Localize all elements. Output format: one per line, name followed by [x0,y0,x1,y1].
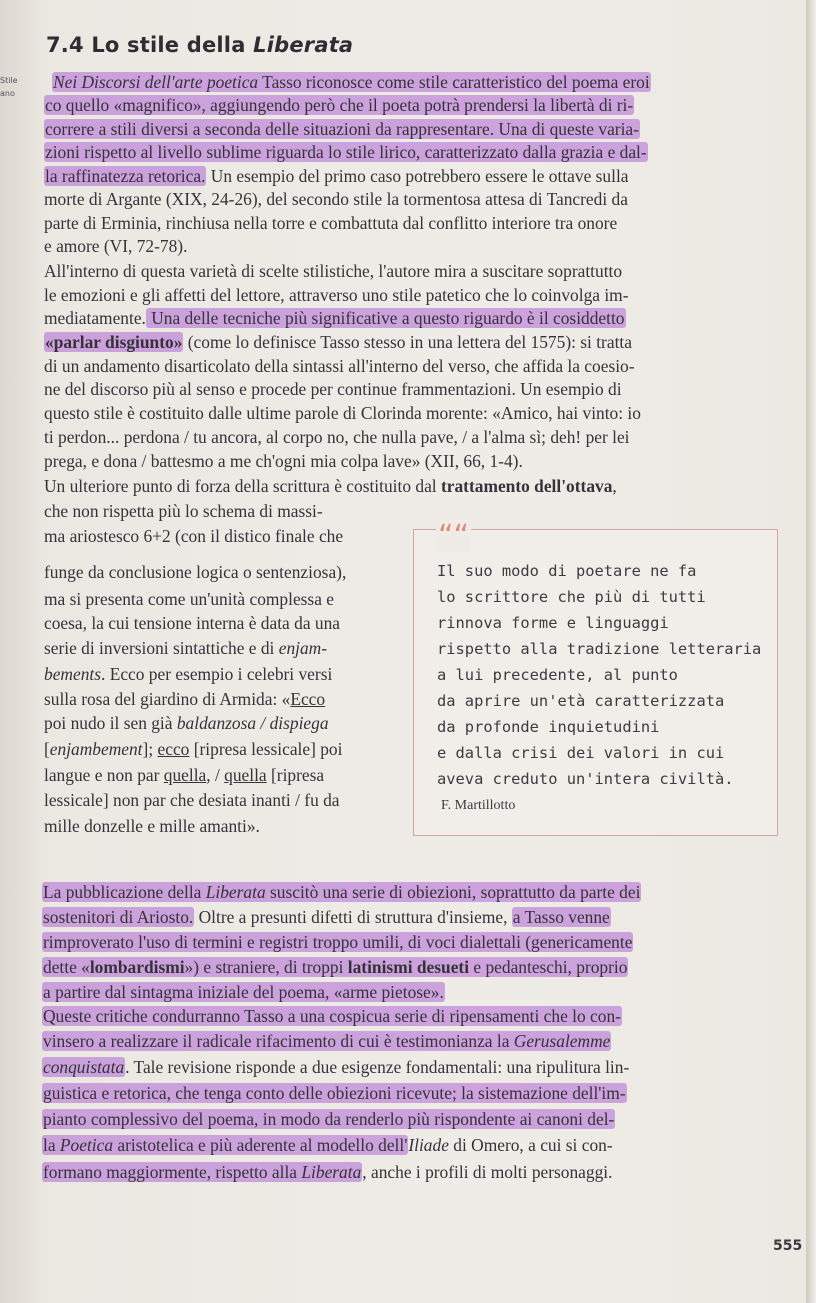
text-line: ne del discorso più al senso e procede per continue frammentazioni. Un esempio di [44,379,622,399]
text-line: All'interno di questa varietà di scelte stilistiche, l'autore mira a suscitare soprattutto [44,261,623,281]
text-line: le emozioni e gli affetti del lettore, attraverso uno stile patetico che lo coinvolga im- [44,285,629,305]
text-line: che non rispetta più lo schema di massi- [44,501,323,521]
text-line: mille donzelle e mille amanti». [44,816,260,836]
text-line: la raffinatezza retorica. Un esempio del primo caso potrebbero essere le ottave sulla [45,166,629,186]
text-line: langue e non par quella, / quella [ripresa [44,765,325,785]
text-line: zioni rispetto al livello sublime riguarda lo stile lirico, caratterizzato dalla grazia e dal- [45,142,647,162]
margin-note-line: ano [0,89,15,98]
text-line: lessicale] non par che desiata inanti / fu da [44,790,340,810]
section-number: 7.4 [46,33,84,57]
text-line: di un andamento disarticolato della sintassi all'interno del verso, che affida la coesio- [44,356,635,376]
text-line: ma ariostesco 6+2 (con il distico finale che [44,526,344,546]
text-line: formano maggiormente, rispetto alla Liberata, anche i profili di molti personaggi. [43,1162,613,1182]
quote-line: rinnova forme e linguaggi [437,614,669,632]
text-line: sostenitori di Ariosto. Oltre a presunti difetti di struttura d'insieme, a Tasso venne [43,907,610,927]
text-line: rimproverato l'uso di termini e registri troppo umili, di voci dialettali (genericamente [43,932,633,952]
text-line: coesa, la cui tensione interna è data da una [44,613,340,633]
text-line: e amore (VI, 72-78). [44,236,188,256]
text-line: Nei Discorsi dell'arte poetica Tasso riconosce come stile caratteristico del poema eroi [53,72,650,92]
text-line: parte di Erminia, rinchiusa nella torre e combattuta dal conflitto interiore tra onore [44,213,618,233]
quote-author: F. Martillotto [441,798,516,813]
quote-line: aveva creduto un'intera civiltà. [437,770,734,788]
text-line: sulla rosa del giardino di Armida: «Ecco [44,689,326,709]
margin-note [0,74,30,100]
section-title: Lo stile della [91,33,246,57]
text-line: serie di inversioni sintattiche e di enjam- [44,638,328,658]
quote-line: e dalla crisi dei valori in cui [437,744,725,762]
text-line: dette «lombardismi») e straniere, di troppi latinismi desueti e pedanteschi, proprio [43,957,628,977]
text-line: La pubblicazione della Liberata suscitò una serie di obiezioni, soprattutto da parte dei [43,882,641,902]
text-line: correre a stili diversi a seconda delle situazioni da rappresentare. Una di queste varia- [45,119,639,139]
text-line: morte di Argante (XIX, 24-26), del secondo stile la tormentosa attesa di Tancredi da [44,189,628,209]
text-line: a partire dal sintagma iniziale del poema, «arme pietose». [43,982,444,1002]
quote-line: da aprire un'età caratterizzata [437,692,725,710]
text-line: Queste critiche condurranno Tasso a una cospicua serie di ripensamenti che lo con- [43,1006,621,1026]
text-line: bements. Ecco per esempio i celebri versi [44,664,333,684]
text-line: pianto complessivo del poema, in modo da renderlo più rispondente ai canoni del- [43,1109,615,1129]
text-line: ma si presenta come un'unità complessa e [44,589,334,609]
quote-line: Il suo modo di poetare ne fa [437,562,697,580]
text-line: prega, e dona / battesmo a me ch'ogni mia colpa lave» (XII, 66, 1-4). [44,451,523,471]
text-line: Un ulteriore punto di forza della scrittura è costituito dal trattamento dell'ottava, [44,476,617,496]
section-heading [46,33,353,57]
text-line: la Poetica aristotelica e più aderente al modello dell'Iliade di Omero, a cui si con- [43,1135,613,1155]
section-title-italic: Liberata [253,33,354,57]
text-line: guistica e retorica, che tenga conto delle obiezioni ricevute; la sistemazione dell'im- [43,1083,626,1103]
quote-box [413,519,778,836]
quote-line: lo scrittore che più di tutti [437,588,706,606]
margin-note-line: Stile [0,76,18,85]
text-line: co quello «magnifico», aggiungendo però che il poeta potrà prendersi la libertà di ri- [45,95,634,115]
text-line: funge da conclusione logica o sentenziosa), [44,562,347,582]
page-number: 555 [773,1238,803,1254]
quote-mark-icon: ““ [438,519,470,554]
text-line: conquistata. Tale revisione risponde a due esigenze fondamentali: una ripulitura lin- [43,1057,630,1077]
text-line: mediatamente. Una delle tecniche più significative a questo riguardo è il cosiddetto [44,308,625,328]
quote-line: a lui precedente, al punto [437,666,678,684]
quote-line: rispetto alla tradizione letteraria [437,640,762,658]
quote-line: da profonde inquietudini [437,718,660,736]
text-line: vinsero a realizzare il radicale rifacimento di cui è testimonianza la Gerusalemme [43,1031,611,1051]
text-line: questo stile è costituito dalle ultime parole di Clorinda morente: «Amico, hai vinto: io [44,403,641,423]
text-line: [enjambement]; ecco [ripresa lessicale] poi [44,739,343,759]
text-line: ti perdon... perdona / tu ancora, al corpo no, che nulla pave, / a l'alma sì; deh! per lei [44,427,630,447]
page-edge [806,0,816,1303]
text-line: «parlar disgiunto» (come lo definisce Tasso stesso in una lettera del 1575): si tratta [45,332,632,352]
text-line: poi nudo il sen già baldanzosa / dispiega [44,713,329,733]
